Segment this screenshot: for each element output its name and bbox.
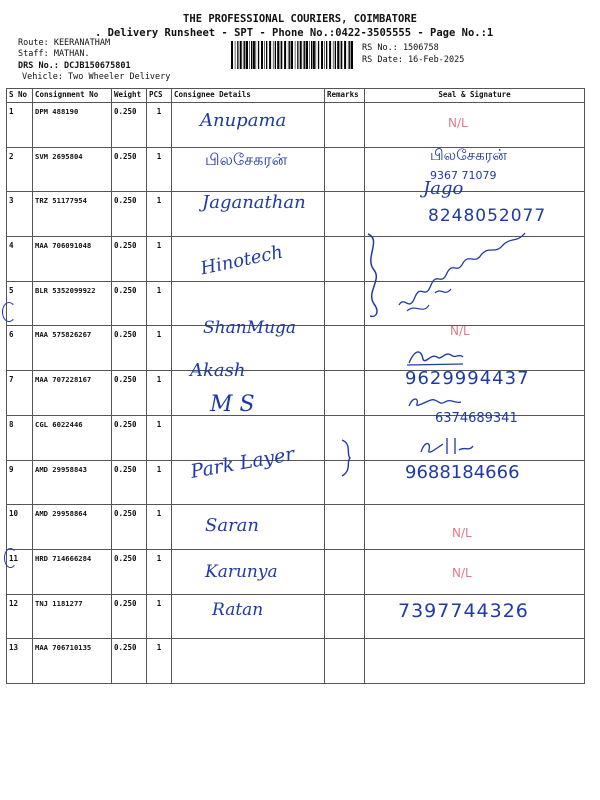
- consignment-cell: DPM 488190: [33, 103, 112, 148]
- signature-cell: [365, 639, 585, 684]
- handwritten-phone: 6374689341: [435, 411, 518, 426]
- table-header-row: [7, 89, 585, 103]
- handwritten-signature: N/L: [450, 324, 470, 338]
- col-remarks: Remarks: [325, 89, 365, 103]
- col-sno: S No: [7, 89, 33, 103]
- barcode-bar: [237, 41, 238, 69]
- barcode-bar: [235, 41, 236, 69]
- barcode-bar: [337, 41, 339, 69]
- barcode-bar: [269, 41, 271, 69]
- pcs-cell: 1: [147, 594, 172, 639]
- pcs-cell: 1: [147, 549, 172, 594]
- col-consignment: Consignment No: [33, 89, 112, 103]
- barcode-bar: [309, 41, 310, 69]
- handwritten-consignee: Park Layer: [188, 443, 297, 483]
- handwritten-phone: 9688184666: [405, 462, 520, 483]
- vehicle-label: Vehicle: Two Wheeler Delivery: [22, 72, 171, 82]
- barcode-bar: [253, 41, 255, 69]
- remarks-cell: [325, 371, 365, 416]
- table-row: [7, 639, 585, 684]
- pcs-cell: 1: [147, 415, 172, 460]
- barcode-bar: [300, 41, 302, 69]
- barcode-bar: [256, 41, 257, 69]
- handwritten-signature: பிலசேகரன்: [430, 146, 507, 164]
- pcs-cell: 1: [147, 281, 172, 326]
- sno-cell: 2: [7, 147, 33, 192]
- barcode-bar: [258, 41, 259, 69]
- consignment-cell: AMD 29958843: [33, 460, 112, 505]
- remarks-cell: [325, 147, 365, 192]
- sno-cell: 10: [7, 505, 33, 550]
- weight-cell: 0.250: [112, 192, 147, 237]
- consignment-cell: TNJ 1181277: [33, 594, 112, 639]
- handwritten-consignee: ShanMuga: [203, 318, 297, 338]
- barcode-bar: [295, 41, 296, 69]
- barcode-bar: [246, 41, 248, 69]
- table-row: [7, 103, 585, 148]
- weight-cell: 0.250: [112, 594, 147, 639]
- consignment-cell: TRZ 51177954: [33, 192, 112, 237]
- weight-cell: 0.250: [112, 549, 147, 594]
- circle-mark: [2, 302, 16, 322]
- barcode-bar: [318, 41, 319, 69]
- scribble-signature: [405, 392, 465, 410]
- barcode-bar: [349, 41, 350, 69]
- pcs-cell: 1: [147, 326, 172, 371]
- weight-cell: 0.250: [112, 460, 147, 505]
- barcode-bar: [326, 41, 327, 69]
- bracket-mark: [360, 230, 390, 320]
- handwritten-phone: 9629994437: [405, 368, 530, 389]
- barcode-bar: [351, 41, 353, 69]
- sno-cell: 1: [7, 103, 33, 148]
- barcode-bar: [306, 41, 308, 69]
- pcs-cell: 1: [147, 192, 172, 237]
- scribble-signature: [415, 434, 475, 458]
- weight-cell: 0.250: [112, 415, 147, 460]
- barcode-bar: [243, 41, 244, 69]
- barcode-bar: [231, 41, 233, 69]
- handwritten-phone: 7397744326: [398, 600, 529, 622]
- barcode-bar: [240, 41, 242, 69]
- sno-cell: 5: [7, 281, 33, 326]
- consignee-cell: [172, 639, 325, 684]
- weight-cell: 0.250: [112, 147, 147, 192]
- weight-cell: 0.250: [112, 103, 147, 148]
- handwritten-consignee: M S: [210, 392, 255, 417]
- handwritten-consignee: Hinotech: [198, 241, 285, 280]
- pcs-cell: 1: [147, 147, 172, 192]
- barcode-bar: [244, 41, 245, 69]
- barcode-bar: [264, 41, 265, 69]
- barcode-bar: [335, 41, 336, 69]
- scribble-signature: [395, 225, 535, 320]
- sno-cell: 12: [7, 594, 33, 639]
- barcode-bar: [297, 41, 298, 69]
- barcode-bar: [277, 41, 279, 69]
- remarks-cell: [325, 594, 365, 639]
- signature-cell: [365, 549, 585, 594]
- sno-cell: 6: [7, 326, 33, 371]
- barcode-bar: [344, 41, 346, 69]
- pcs-cell: 1: [147, 371, 172, 416]
- rs-number: RS No.: 1506758: [362, 43, 439, 53]
- barcode-bar: [329, 41, 331, 69]
- pcs-cell: 1: [147, 237, 172, 282]
- barcode-bar: [261, 41, 263, 69]
- barcode-bar: [333, 41, 334, 69]
- consignment-cell: MAA 575826267: [33, 326, 112, 371]
- barcode-bar: [348, 41, 349, 69]
- weight-cell: 0.250: [112, 639, 147, 684]
- handwritten-signature: N/L: [452, 526, 472, 540]
- barcode-bar: [341, 41, 342, 69]
- table-row: [7, 505, 585, 550]
- barcode-bar: [249, 41, 250, 69]
- scribble-signature: [405, 345, 465, 367]
- barcode-bar: [251, 41, 252, 69]
- rs-date: RS Date: 16-Feb-2025: [362, 55, 465, 65]
- handwritten-signature: N/L: [452, 566, 472, 580]
- company-title: THE PROFESSIONAL COURIERS, COIMBATORE: [183, 13, 417, 25]
- consignment-cell: BLR 5352099922: [33, 281, 112, 326]
- sno-cell: 7: [7, 371, 33, 416]
- barcode-bar: [281, 41, 282, 69]
- consignment-cell: SVM 2695804: [33, 147, 112, 192]
- weight-cell: 0.250: [112, 505, 147, 550]
- col-signature: Seal & Signature: [365, 89, 585, 103]
- sno-cell: 11: [7, 549, 33, 594]
- col-consignee: Consignee Details: [172, 89, 325, 103]
- handwritten-phone: 8248052077: [428, 206, 547, 226]
- route-label: Route: KEERANATHAM: [18, 38, 111, 48]
- handwritten-consignee: Jaganathan: [202, 192, 306, 213]
- col-weight: Weight: [112, 89, 147, 103]
- signature-cell: [365, 505, 585, 550]
- consignment-cell: HRD 714666284: [33, 549, 112, 594]
- barcode-bar: [291, 41, 293, 69]
- barcode-bar: [321, 41, 323, 69]
- remarks-cell: [325, 281, 365, 326]
- barcode-bar: [266, 41, 267, 69]
- remarks-cell: [325, 639, 365, 684]
- sno-cell: 9: [7, 460, 33, 505]
- handwritten-signature: N/L: [448, 116, 468, 130]
- consignment-cell: AMD 29958864: [33, 505, 112, 550]
- barcode-bar: [284, 41, 286, 69]
- consignment-cell: CGL 6022446: [33, 415, 112, 460]
- barcode-bar: [303, 41, 304, 69]
- barcode-bar: [304, 41, 305, 69]
- pcs-cell: 1: [147, 460, 172, 505]
- remarks-cell: [325, 192, 365, 237]
- handwritten-consignee: Anupama: [200, 110, 287, 131]
- handwritten-signature: Jago: [423, 178, 464, 199]
- handwritten-consignee: Karunya: [205, 562, 278, 582]
- consignment-cell: MAA 706091048: [33, 237, 112, 282]
- weight-cell: 0.250: [112, 281, 147, 326]
- pcs-cell: 1: [147, 639, 172, 684]
- col-pcs: PCS: [147, 89, 172, 103]
- barcode-bar: [275, 41, 276, 69]
- bracket-mark: [338, 438, 360, 478]
- barcode-bar: [316, 41, 317, 69]
- table-row: [7, 549, 585, 594]
- signature-cell: [365, 326, 585, 371]
- consignment-cell: MAA 707228167: [33, 371, 112, 416]
- barcode-bar: [340, 41, 341, 69]
- weight-cell: 0.250: [112, 237, 147, 282]
- weight-cell: 0.250: [112, 326, 147, 371]
- barcode-bar: [324, 41, 325, 69]
- handwritten-consignee: Ratan: [212, 600, 264, 620]
- sno-cell: 13: [7, 639, 33, 684]
- drs-label: DRS No.: DCJB150675801: [18, 61, 131, 71]
- circle-mark: [4, 548, 17, 568]
- sno-cell: 3: [7, 192, 33, 237]
- signature-cell: [365, 103, 585, 148]
- runsheet-title: . Delivery Runsheet - SPT - Phone No.:0422-3505555 - Page No.:1: [95, 27, 494, 39]
- sno-cell: 8: [7, 415, 33, 460]
- handwritten-consignee: பிலசேகரன்: [205, 150, 288, 169]
- remarks-cell: [325, 326, 365, 371]
- sno-cell: 4: [7, 237, 33, 282]
- barcode-bar: [311, 41, 312, 69]
- barcode-bar: [280, 41, 281, 69]
- handwritten-consignee: Saran: [205, 515, 259, 536]
- consignment-cell: MAA 706710135: [33, 639, 112, 684]
- remarks-cell: [325, 103, 365, 148]
- pcs-cell: 1: [147, 103, 172, 148]
- pcs-cell: 1: [147, 505, 172, 550]
- barcode-bar: [289, 41, 290, 69]
- remarks-cell: [325, 549, 365, 594]
- remarks-cell: [325, 505, 365, 550]
- barcode-bar: [288, 41, 289, 69]
- barcode: [230, 41, 354, 69]
- barcode-bar: [273, 41, 274, 69]
- handwritten-consignee: Akash: [190, 360, 246, 381]
- staff-label: Staff: MATHAN.: [18, 49, 90, 59]
- weight-cell: 0.250: [112, 371, 147, 416]
- handwritten-phone: 9367 71079: [430, 169, 497, 182]
- barcode-bar: [313, 41, 315, 69]
- remarks-cell: [325, 237, 365, 282]
